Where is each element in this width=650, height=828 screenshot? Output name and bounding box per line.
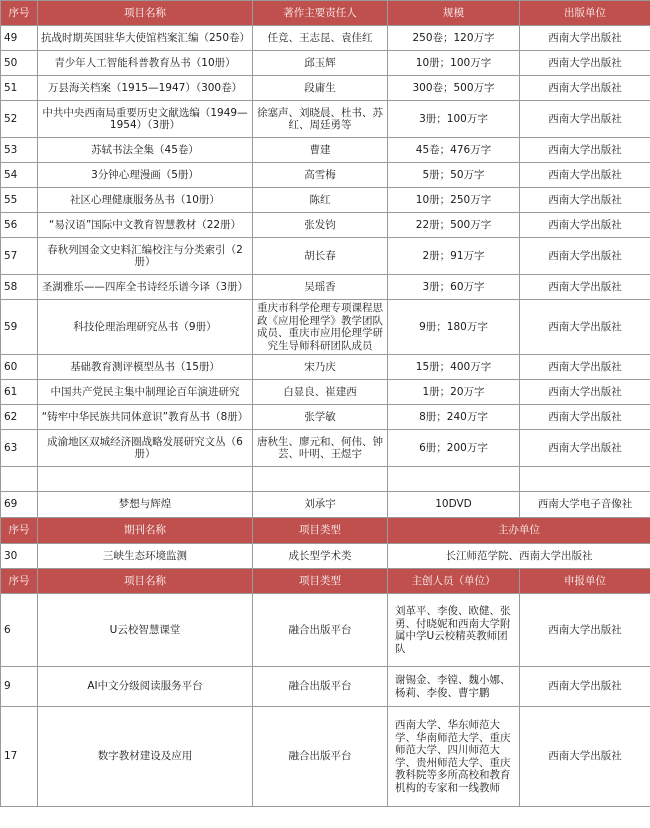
table-row [1,707,650,807]
header-row [1,518,650,544]
table-row [1,26,650,51]
table-cell: 张发钧 [253,213,388,238]
column-header: 项目名称 [38,569,253,594]
av-row [1,492,650,518]
table-cell: 57 [1,238,38,275]
table-cell: 高雪梅 [253,163,388,188]
table-cell: 西南大学出版社 [520,76,650,101]
table-cell: 科技伦理治理研究丛书（9册） [38,300,253,355]
table-cell: 54 [1,163,38,188]
table-cell: 数字教材建设及应用 [38,707,253,807]
empty-cell [38,467,253,492]
column-header: 申报单位 [520,569,650,594]
table-cell: 22册；500万字 [388,213,520,238]
table-cell: 西南大学出版社 [520,707,650,807]
table-cell: 3分钟心理漫画（5册） [38,163,253,188]
table-cell: 西南大学出版社 [520,380,650,405]
column-header: 期刊名称 [38,518,253,544]
table-cell: 9册；180万字 [388,300,520,355]
table-cell: 西南大学出版社 [520,26,650,51]
table-cell: 53 [1,138,38,163]
table-cell: 10册；100万字 [388,51,520,76]
column-header: 序号 [1,518,38,544]
table-cell: 白显良、崔建西 [253,380,388,405]
header-row [1,1,650,26]
table-cell: 300卷；500万字 [388,76,520,101]
empty-cell [253,467,388,492]
table-cell: 西南大学出版社 [520,163,650,188]
table-row [1,544,650,569]
table-cell: 西南大学出版社 [520,238,650,275]
table-row [1,667,650,707]
table-cell: 西南大学出版社 [520,101,650,138]
table-cell: U云校智慧课堂 [38,594,253,667]
table-cell: 250卷；120万字 [388,26,520,51]
table-cell: 宋乃庆 [253,355,388,380]
column-header: 序号 [1,569,38,594]
column-header: 项目类型 [253,518,388,544]
column-header: 序号 [1,1,38,26]
table-cell: 基础教育测评模型丛书（15册） [38,355,253,380]
table-cell: 抗战时期英国驻华大使馆档案汇编（250卷） [38,26,253,51]
table-cell: 邱玉辉 [253,51,388,76]
table-cell: 55 [1,188,38,213]
table-row [1,188,650,213]
table-cell: “铸牢中华民族共同体意识”教育丛书（8册） [38,405,253,430]
table-cell: 西南大学电子音像社 [520,492,650,518]
empty-cell [388,467,520,492]
table-cell: 中共中央西南局重要历史文献选编（1949—1954）（3册） [38,101,253,138]
table-cell: 春秋列国金文史料汇编校注与分类索引（2册） [38,238,253,275]
table-row [1,163,650,188]
table-row [1,380,650,405]
table-cell: 10DVD [388,492,520,518]
column-header: 主创人员（单位） [388,569,520,594]
column-header: 出版单位 [520,1,650,26]
header-row [1,569,650,594]
table-cell: 刘革平、李俊、欧健、张勇、付晓妮和西南大学附属中学U云校精英教师团队 [388,594,520,667]
table-row [1,51,650,76]
table-cell: 万县海关档案（1915—1947）（300卷） [38,76,253,101]
table-cell: 52 [1,101,38,138]
table-cell: 成长型学术类 [253,544,388,569]
table-cell: 胡长春 [253,238,388,275]
table-row [1,213,650,238]
column-header: 主办单位 [388,518,650,544]
table-cell: 69 [1,492,38,518]
table-cell: 10册；250万字 [388,188,520,213]
column-header: 项目类型 [253,569,388,594]
table-cell: 61 [1,380,38,405]
table-cell: 50 [1,51,38,76]
table-cell: 刘承宇 [253,492,388,518]
table-cell: 西南大学、华东师范大学、华南师范大学、重庆师范大学、四川师范大学、贵州师范大学、重庆教科院等多所高校和教育机构的专家和一线教师 [388,707,520,807]
table-cell: 苏轼书法全集（45卷） [38,138,253,163]
table-cell: 曹建 [253,138,388,163]
table-cell: 63 [1,430,38,467]
table-cell: 西南大学出版社 [520,355,650,380]
table-cell: 15册；400万字 [388,355,520,380]
table-cell: 梦想与辉煌 [38,492,253,518]
table-row [1,300,650,355]
table-cell: 8册；240万字 [388,405,520,430]
table-row [1,430,650,467]
table-cell: 30 [1,544,38,569]
empty-cell [1,467,38,492]
table-cell: 西南大学出版社 [520,300,650,355]
table-cell: 17 [1,707,38,807]
table-cell: 60 [1,355,38,380]
table-cell: 2册；91万字 [388,238,520,275]
table-row [1,355,650,380]
table-cell: 西南大学出版社 [520,667,650,707]
table-cell: 陈红 [253,188,388,213]
table-cell: 融合出版平台 [253,594,388,667]
table-cell: 谢锡金、李镗、魏小娜、杨莉、李俊、曹宇鹏 [388,667,520,707]
table-cell: 3册；60万字 [388,275,520,300]
table-cell: 徐塞声、刘晓晨、杜书、苏红、周廷勇等 [253,101,388,138]
column-header: 著作主要责任人 [253,1,388,26]
table-cell: 融合出版平台 [253,667,388,707]
table-row [1,405,650,430]
table-row [1,101,650,138]
table-row [1,275,650,300]
table-cell: 西南大学出版社 [520,430,650,467]
table-cell: 51 [1,76,38,101]
table-cell: 45卷；476万字 [388,138,520,163]
table-cell: 三峡生态环境监测 [38,544,253,569]
table-cell: 青少年人工智能科普教育丛书（10册） [38,51,253,76]
table-cell: 6 [1,594,38,667]
table-cell: 西南大学出版社 [520,138,650,163]
table-cell: 西南大学出版社 [520,51,650,76]
table-cell: 圣湖雅乐——四库全书诗经乐谱今译（3册） [38,275,253,300]
table-cell: AI中文分级阅读服务平台 [38,667,253,707]
table-cell: 融合出版平台 [253,707,388,807]
table-cell: 3册；100万字 [388,101,520,138]
table-cell: 段庸生 [253,76,388,101]
table-row [1,594,650,667]
table-cell: 任竞、王志昆、袁佳红 [253,26,388,51]
table-cell: 西南大学出版社 [520,594,650,667]
column-header: 项目名称 [38,1,253,26]
table-cell: 成渝地区双城经济圈战略发展研究文丛（6册） [38,430,253,467]
table-cell: 6册；200万字 [388,430,520,467]
table-cell: 西南大学出版社 [520,188,650,213]
column-header: 规模 [388,1,520,26]
table-cell: 吴瑶香 [253,275,388,300]
table-cell: 社区心理健康服务丛书（10册） [38,188,253,213]
table-cell: “易汉语”国际中文教育智慧教材（22册） [38,213,253,238]
table-cell: 49 [1,26,38,51]
table-cell: 长江师范学院、西南大学出版社 [388,544,650,569]
table-cell: 59 [1,300,38,355]
table-cell: 58 [1,275,38,300]
table-cell: 西南大学出版社 [520,405,650,430]
table-cell: 5册；50万字 [388,163,520,188]
table-row [1,138,650,163]
table-cell: 重庆市科学伦理专项课程思政《应用伦理学》教学团队成员、重庆市应用伦理学研究生导师科研团队成员 [253,300,388,355]
table-cell: 西南大学出版社 [520,213,650,238]
table-row [1,238,650,275]
table-cell: 1册；20万字 [388,380,520,405]
table-cell: 56 [1,213,38,238]
table-row [1,76,650,101]
empty-row [1,467,650,492]
table-cell: 唐秋生、廖元和、何伟、钟芸、叶明、王煜宇 [253,430,388,467]
table-cell: 9 [1,667,38,707]
table-cell: 中国共产党民主集中制理论百年演进研究 [38,380,253,405]
empty-cell [520,467,650,492]
table-cell: 张学敏 [253,405,388,430]
table-cell: 西南大学出版社 [520,275,650,300]
table-cell: 62 [1,405,38,430]
